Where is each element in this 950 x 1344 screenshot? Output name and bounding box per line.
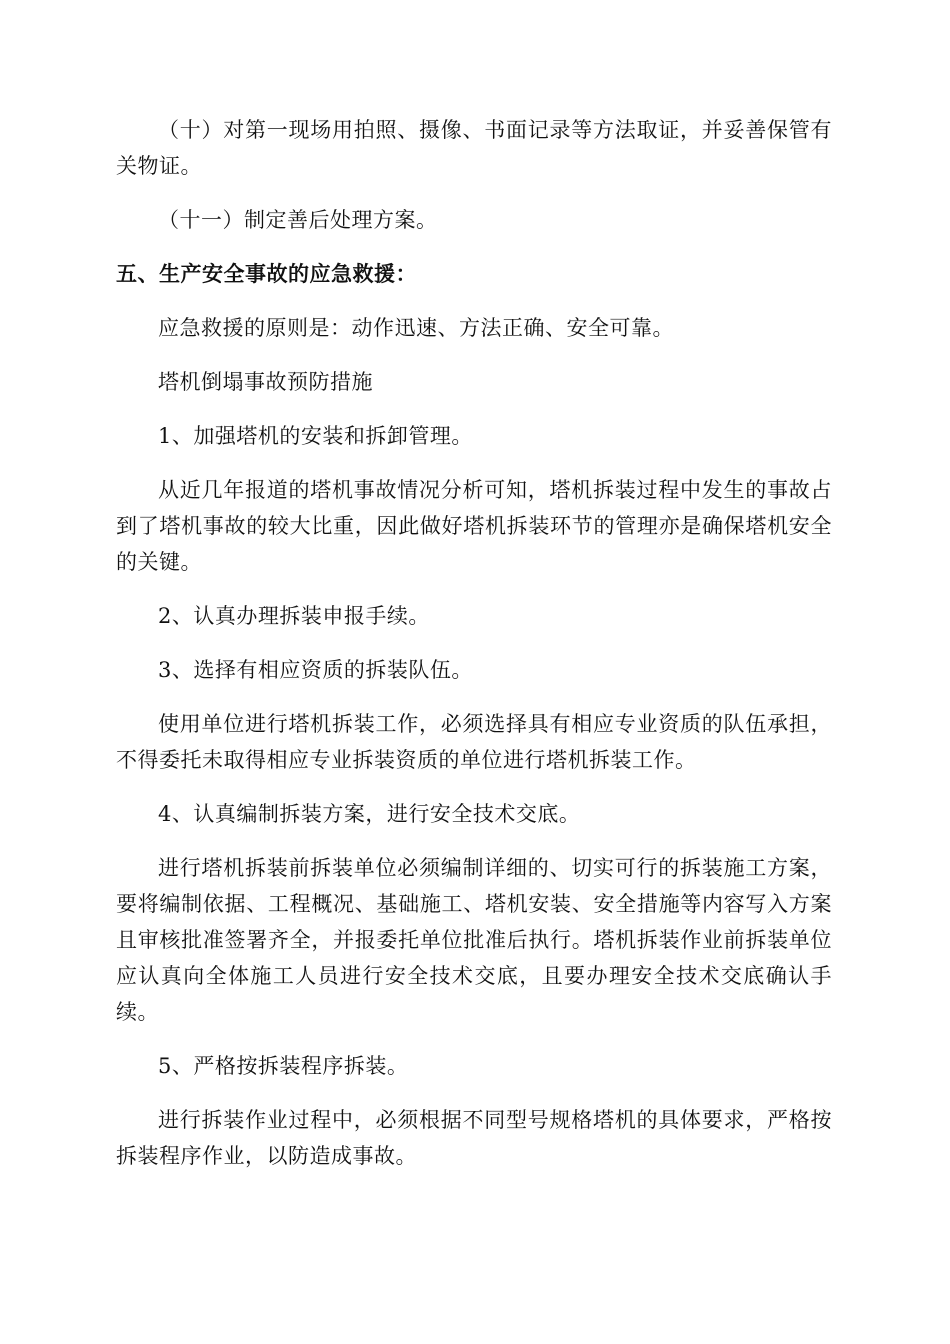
paragraph-item-4: 4、认真编制拆装方案，进行安全技术交底。 xyxy=(158,802,581,826)
paragraph-item-3-detail: 使用单位进行塔机拆装工作，必须选择具有相应专业资质的队伍承担，不得委托未取得相应专业拆装资质的单位进行塔机拆装工作。 xyxy=(116,712,832,772)
paragraph-rescue-principles: 应急救援的原则是：动作迅速、方法正确、安全可靠。 xyxy=(158,316,674,340)
paragraph-item-1: 1、加强塔机的安装和拆卸管理。 xyxy=(158,424,473,448)
paragraph-crane-collapse-title: 塔机倒塌事故预防措施 xyxy=(158,370,373,394)
paragraph-aftermath-plan: （十一）制定善后处理方案。 xyxy=(158,208,438,232)
document-body xyxy=(116,112,832,1192)
paragraph-item-4-detail: 进行塔机拆装前拆装单位必须编制详细的、切实可行的拆装施工方案，要将编制依据、工程概况、基础施工、塔机安装、安全措施等内容写入方案且审核批准签署齐全，并报委托单位批准后执行。塔机拆装作业前拆装单位应认真向全体施工人员进行安全技术交底，且要办理安全技术交底确认手续。 xyxy=(116,856,832,1024)
paragraph-item-5-detail: 进行拆装作业过程中，必须根据不同型号规格塔机的具体要求，严格按拆装程序作业，以防造成事故。 xyxy=(116,1108,832,1168)
paragraph-item-3: 3、选择有相应资质的拆装队伍。 xyxy=(158,658,473,682)
section-heading-emergency-rescue: 五、生产安全事故的应急救援： xyxy=(116,262,417,286)
paragraph-item-5: 5、严格按拆装程序拆装。 xyxy=(158,1054,409,1078)
paragraph-evidence-collection: （十）对第一现场用拍照、摄像、书面记录等方法取证，并妥善保管有关物证。 xyxy=(116,118,832,178)
paragraph-item-1-detail: 从近几年报道的塔机事故情况分析可知，塔机拆装过程中发生的事故占到了塔机事故的较大比重，因此做好塔机拆装环节的管理亦是确保塔机安全的关键。 xyxy=(116,478,832,574)
paragraph-item-2: 2、认真办理拆装申报手续。 xyxy=(158,604,430,628)
